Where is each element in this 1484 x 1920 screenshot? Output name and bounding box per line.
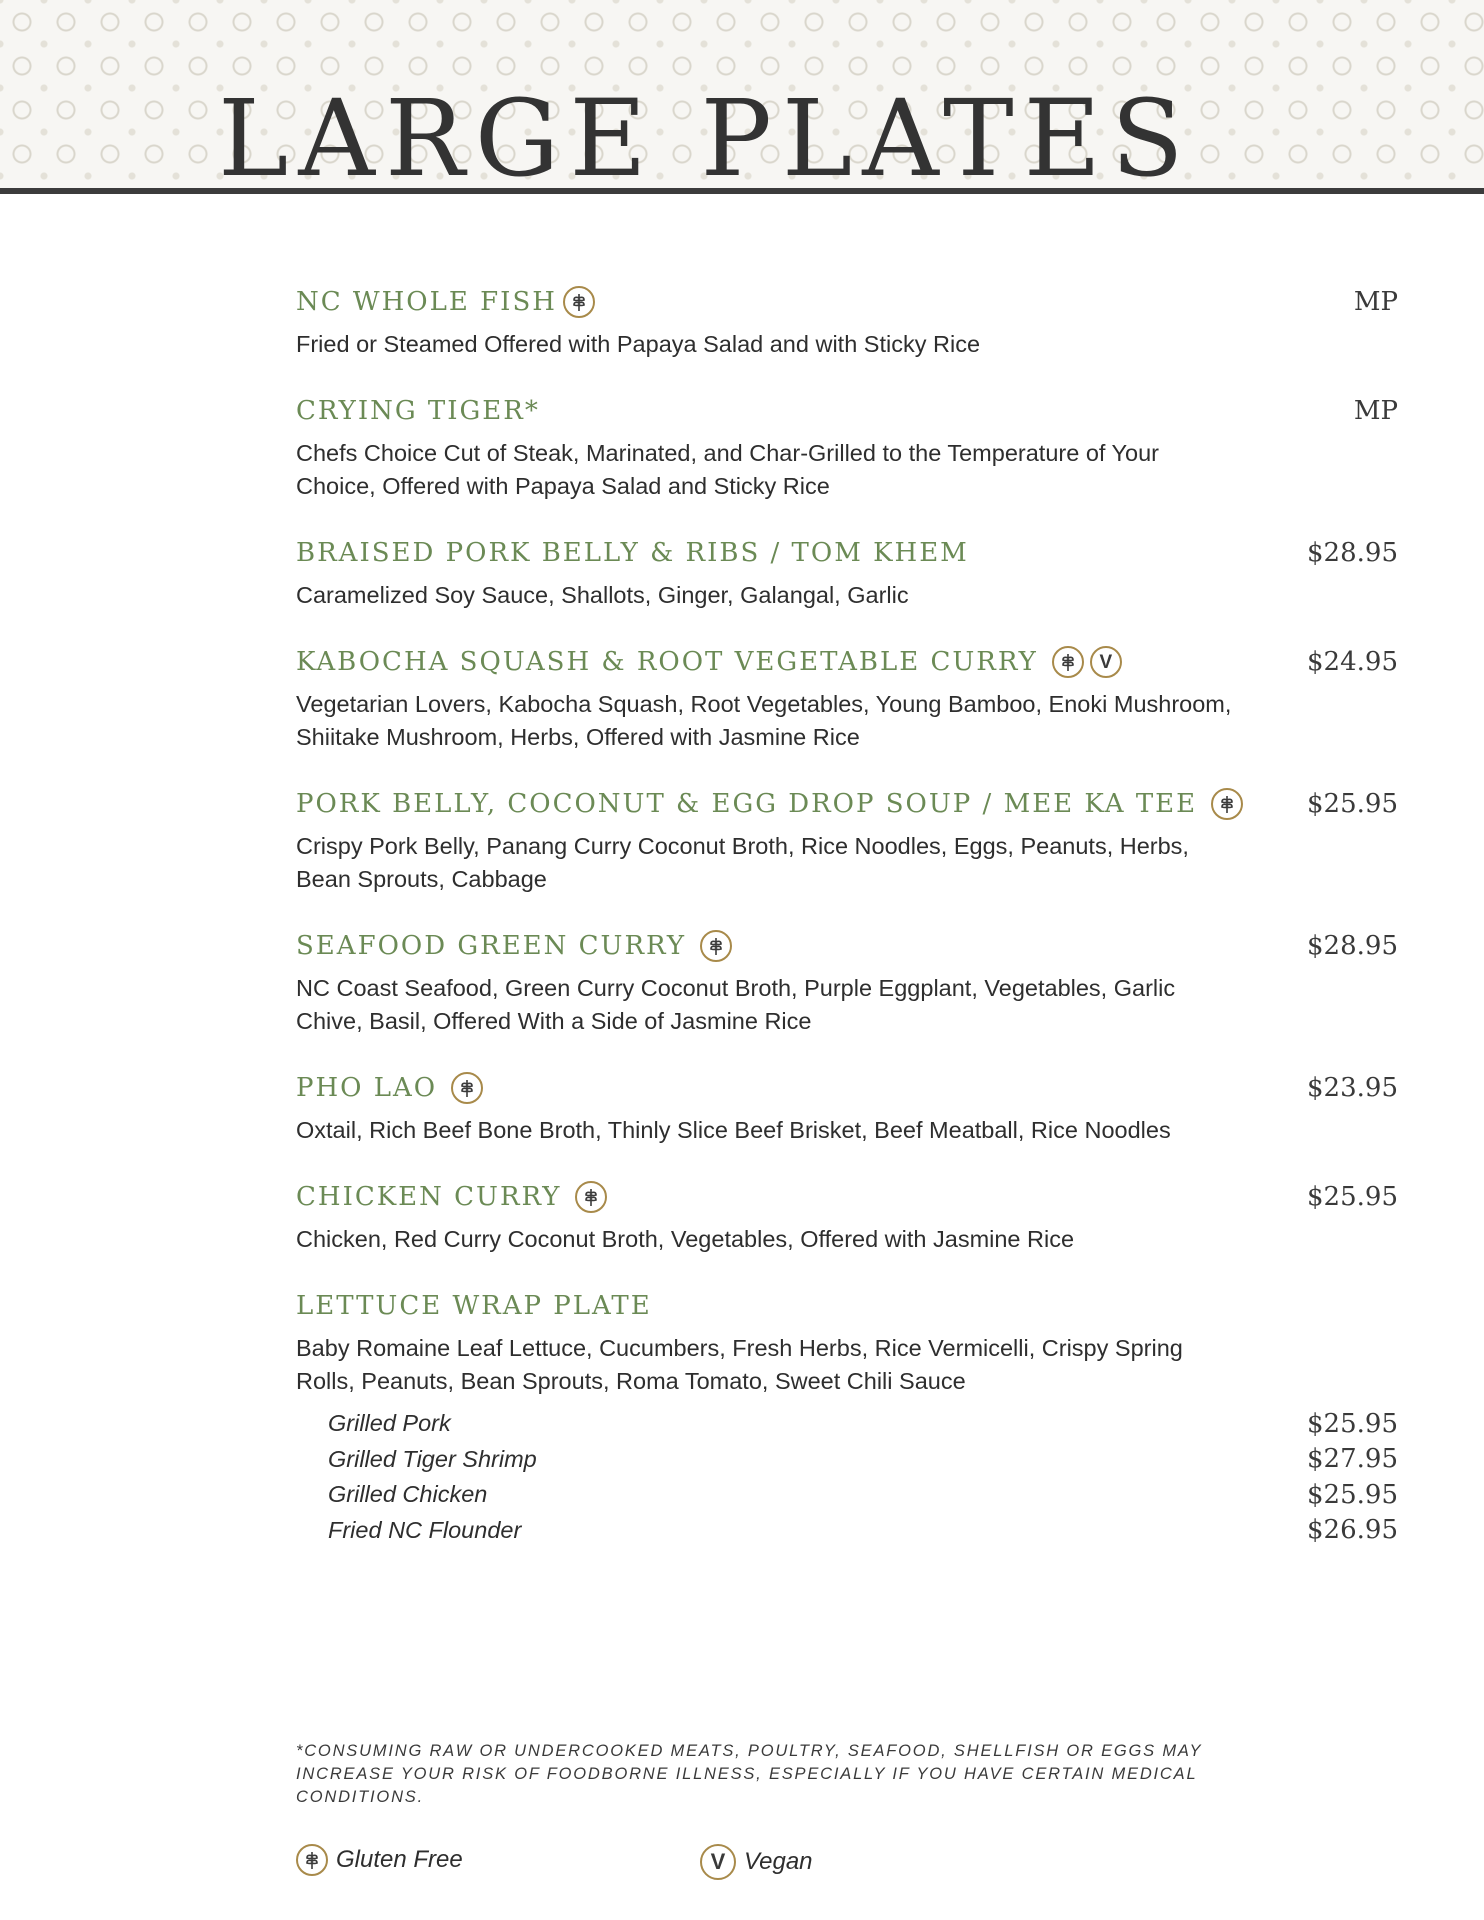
item-price: $25.95 [1307, 789, 1398, 819]
gluten-free-icon [1052, 646, 1084, 678]
item-name: KABOCHA SQUASH & ROOT VEGETABLE CURRY [296, 647, 1038, 677]
option-price: $26.95 [1307, 1515, 1398, 1546]
item-description: Chefs Choice Cut of Steak, Marinated, and Char-Grilled to the Temperature of Your Choice, Offered with Papaya Salad and Sticky Rice [296, 440, 1160, 499]
vegan-icon: V [700, 1844, 736, 1880]
legend-vegan [700, 1844, 813, 1880]
menu-item [296, 1177, 1398, 1256]
item-description: Baby Romaine Leaf Lettuce, Cucumbers, Fresh Herbs, Rice Vermicelli, Crispy Spring Rolls, Peanuts, Bean Sprouts, Roma Tomato, Sweet Chili Sauce [296, 1335, 1183, 1394]
gluten-free-icon [296, 1844, 328, 1876]
vegan-icon: V [1090, 646, 1122, 678]
item-price: $28.95 [1307, 538, 1398, 568]
gluten-free-icon [1211, 788, 1243, 820]
menu-item [296, 1286, 1398, 1548]
legend-gluten-free [296, 1844, 463, 1876]
option-row [296, 1442, 1398, 1478]
option-row [296, 1513, 1398, 1549]
item-name: NC WHOLE FISH [296, 287, 557, 317]
legend-label: Gluten Free [336, 1846, 463, 1873]
menu-list [296, 282, 1398, 1548]
item-name: LETTUCE WRAP PLATE [296, 1291, 652, 1321]
item-description: Vegetarian Lovers, Kabocha Squash, Root Vegetables, Young Bamboo, Enoki Mushroom, Shiitake Mushroom, Herbs, Offered with Jasmine Rice [296, 691, 1232, 750]
item-price: $25.95 [1307, 1182, 1398, 1212]
menu-item [296, 784, 1398, 896]
item-price: $28.95 [1307, 931, 1398, 961]
menu-item [296, 533, 1398, 612]
option-price: $25.95 [1307, 1479, 1398, 1510]
menu-item [296, 391, 1398, 503]
food-safety-disclaimer: *CONSUMING RAW OR UNDERCOOKED MEATS, POULTRY, SEAFOOD, SHELLFISH OR EGGS MAY INCREASE YOUR RISK OF FOODBORNE ILLNESS, ESPECIALLY IF YOU HAVE CERTAIN MEDICAL CONDITIONS. [296, 1742, 1203, 1806]
item-name: BRAISED PORK BELLY & RIBS / TOM KHEM [296, 538, 969, 568]
option-price: $27.95 [1307, 1444, 1398, 1475]
gluten-free-icon [700, 930, 732, 962]
dietary-legend [296, 1844, 1196, 1884]
option-name: Grilled Tiger Shrimp [328, 1445, 537, 1472]
option-price: $25.95 [1307, 1408, 1398, 1439]
item-name: PHO LAO [296, 1073, 438, 1103]
menu-item [296, 642, 1398, 754]
option-row [296, 1406, 1398, 1442]
item-name: SEAFOOD GREEN CURRY [296, 931, 686, 961]
menu-item [296, 926, 1398, 1038]
option-name: Grilled Pork [328, 1410, 451, 1437]
item-price: $23.95 [1307, 1073, 1398, 1103]
gluten-free-icon [575, 1181, 607, 1213]
option-name: Fried NC Flounder [328, 1516, 522, 1543]
item-price: MP [1353, 396, 1398, 426]
item-description: Fried or Steamed Offered with Papaya Salad and with Sticky Rice [296, 331, 981, 357]
item-price: $24.95 [1307, 647, 1398, 677]
item-description: Caramelized Soy Sauce, Shallots, Ginger, Galangal, Garlic [296, 582, 909, 608]
item-name: CHICKEN CURRY [296, 1182, 562, 1212]
gluten-free-icon [451, 1072, 483, 1104]
item-description: Crispy Pork Belly, Panang Curry Coconut Broth, Rice Noodles, Eggs, Peanuts, Herbs, Bean Sprouts, Cabbage [296, 833, 1189, 892]
protein-options [296, 1406, 1398, 1548]
menu-item [296, 1068, 1398, 1147]
gluten-free-icon [563, 286, 595, 318]
legend-label: Vegan [744, 1848, 813, 1875]
item-description: NC Coast Seafood, Green Curry Coconut Broth, Purple Eggplant, Vegetables, Garlic Chive, Basil, Offered With a Side of Jasmine Rice [296, 975, 1176, 1034]
option-row [296, 1477, 1398, 1513]
menu-item [296, 282, 1398, 361]
item-name: CRYING TIGER* [296, 396, 540, 426]
item-description: Oxtail, Rich Beef Bone Broth, Thinly Slice Beef Brisket, Beef Meatball, Rice Noodles [296, 1117, 1171, 1143]
item-price: MP [1353, 287, 1398, 317]
item-description: Chicken, Red Curry Coconut Broth, Vegetables, Offered with Jasmine Rice [296, 1226, 1075, 1252]
item-name: PORK BELLY, COCONUT & EGG DROP SOUP / MEE KA TEE [296, 789, 1198, 819]
option-name: Grilled Chicken [328, 1481, 488, 1508]
page-title: LARGE PLATES [218, 77, 1194, 200]
